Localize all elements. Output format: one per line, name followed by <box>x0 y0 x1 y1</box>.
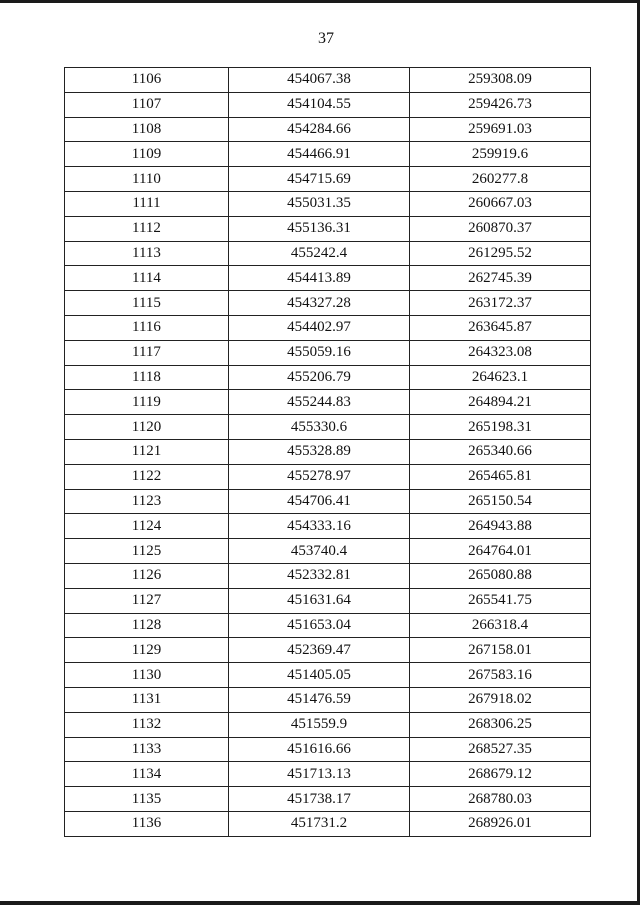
table-row <box>65 216 591 241</box>
y-coordinate-cell: 262745.39 <box>410 266 591 291</box>
x-coordinate-cell: 451738.17 <box>229 787 410 812</box>
point-number-cell: 1113 <box>65 241 229 266</box>
x-coordinate-cell: 452332.81 <box>229 563 410 588</box>
y-coordinate-cell: 264894.21 <box>410 390 591 415</box>
y-coordinate-cell: 260667.03 <box>410 191 591 216</box>
x-coordinate-cell: 455278.97 <box>229 464 410 489</box>
y-coordinate-cell: 259691.03 <box>410 117 591 142</box>
y-coordinate-cell: 264764.01 <box>410 539 591 564</box>
x-coordinate-cell: 454333.16 <box>229 514 410 539</box>
y-coordinate-cell: 264943.88 <box>410 514 591 539</box>
x-coordinate-cell: 455031.35 <box>229 191 410 216</box>
point-number-cell: 1106 <box>65 68 229 93</box>
y-coordinate-cell: 265465.81 <box>410 464 591 489</box>
y-coordinate-cell: 268527.35 <box>410 737 591 762</box>
y-coordinate-cell: 267158.01 <box>410 638 591 663</box>
scan-edge-bottom <box>0 901 640 905</box>
point-number-cell: 1110 <box>65 167 229 192</box>
y-coordinate-cell: 266318.4 <box>410 613 591 638</box>
x-coordinate-cell: 451405.05 <box>229 663 410 688</box>
y-coordinate-cell: 268780.03 <box>410 787 591 812</box>
table-row <box>65 539 591 564</box>
table-row <box>65 762 591 787</box>
table-row <box>65 638 591 663</box>
y-coordinate-cell: 259919.6 <box>410 142 591 167</box>
x-coordinate-cell: 451731.2 <box>229 811 410 836</box>
point-number-cell: 1128 <box>65 613 229 638</box>
table-row <box>65 191 591 216</box>
point-number-cell: 1114 <box>65 266 229 291</box>
x-coordinate-cell: 454327.28 <box>229 291 410 316</box>
coordinates-table <box>64 67 591 837</box>
point-number-cell: 1123 <box>65 489 229 514</box>
table-row <box>65 340 591 365</box>
point-number-cell: 1120 <box>65 415 229 440</box>
table-row <box>65 266 591 291</box>
table-row <box>65 687 591 712</box>
x-coordinate-cell: 455059.16 <box>229 340 410 365</box>
table-row <box>65 315 591 340</box>
x-coordinate-cell: 454715.69 <box>229 167 410 192</box>
y-coordinate-cell: 265198.31 <box>410 415 591 440</box>
point-number-cell: 1126 <box>65 563 229 588</box>
table-row <box>65 514 591 539</box>
y-coordinate-cell: 268926.01 <box>410 811 591 836</box>
y-coordinate-cell: 265080.88 <box>410 563 591 588</box>
coordinates-table-body <box>65 68 591 837</box>
x-coordinate-cell: 453740.4 <box>229 539 410 564</box>
table-row <box>65 365 591 390</box>
point-number-cell: 1108 <box>65 117 229 142</box>
point-number-cell: 1134 <box>65 762 229 787</box>
point-number-cell: 1115 <box>65 291 229 316</box>
table-row <box>65 241 591 266</box>
point-number-cell: 1136 <box>65 811 229 836</box>
x-coordinate-cell: 451653.04 <box>229 613 410 638</box>
point-number-cell: 1132 <box>65 712 229 737</box>
point-number-cell: 1130 <box>65 663 229 688</box>
y-coordinate-cell: 268679.12 <box>410 762 591 787</box>
table-row <box>65 489 591 514</box>
point-number-cell: 1133 <box>65 737 229 762</box>
point-number-cell: 1116 <box>65 315 229 340</box>
point-number-cell: 1118 <box>65 365 229 390</box>
point-number-cell: 1119 <box>65 390 229 415</box>
y-coordinate-cell: 265340.66 <box>410 439 591 464</box>
table-row <box>65 92 591 117</box>
table-row <box>65 811 591 836</box>
scan-edge-top <box>0 0 640 3</box>
point-number-cell: 1127 <box>65 588 229 613</box>
point-number-cell: 1129 <box>65 638 229 663</box>
x-coordinate-cell: 455242.4 <box>229 241 410 266</box>
point-number-cell: 1107 <box>65 92 229 117</box>
table-row <box>65 167 591 192</box>
y-coordinate-cell: 265541.75 <box>410 588 591 613</box>
table-row <box>65 663 591 688</box>
table-row <box>65 563 591 588</box>
table-row <box>65 737 591 762</box>
x-coordinate-cell: 454402.97 <box>229 315 410 340</box>
x-coordinate-cell: 454466.91 <box>229 142 410 167</box>
table-row <box>65 415 591 440</box>
y-coordinate-cell: 264623.1 <box>410 365 591 390</box>
table-row <box>65 390 591 415</box>
table-row <box>65 117 591 142</box>
x-coordinate-cell: 454284.66 <box>229 117 410 142</box>
point-number-cell: 1131 <box>65 687 229 712</box>
x-coordinate-cell: 451616.66 <box>229 737 410 762</box>
x-coordinate-cell: 454067.38 <box>229 68 410 93</box>
y-coordinate-cell: 260870.37 <box>410 216 591 241</box>
table-row <box>65 613 591 638</box>
x-coordinate-cell: 451559.9 <box>229 712 410 737</box>
point-number-cell: 1122 <box>65 464 229 489</box>
x-coordinate-cell: 454104.55 <box>229 92 410 117</box>
point-number-cell: 1109 <box>65 142 229 167</box>
x-coordinate-cell: 454413.89 <box>229 266 410 291</box>
x-coordinate-cell: 455244.83 <box>229 390 410 415</box>
y-coordinate-cell: 267583.16 <box>410 663 591 688</box>
x-coordinate-cell: 454706.41 <box>229 489 410 514</box>
x-coordinate-cell: 455136.31 <box>229 216 410 241</box>
y-coordinate-cell: 265150.54 <box>410 489 591 514</box>
y-coordinate-cell: 264323.08 <box>410 340 591 365</box>
y-coordinate-cell: 263645.87 <box>410 315 591 340</box>
y-coordinate-cell: 259426.73 <box>410 92 591 117</box>
table-row <box>65 68 591 93</box>
x-coordinate-cell: 451476.59 <box>229 687 410 712</box>
table-row <box>65 588 591 613</box>
point-number-cell: 1117 <box>65 340 229 365</box>
point-number-cell: 1112 <box>65 216 229 241</box>
point-number-cell: 1135 <box>65 787 229 812</box>
y-coordinate-cell: 260277.8 <box>410 167 591 192</box>
x-coordinate-cell: 455206.79 <box>229 365 410 390</box>
x-coordinate-cell: 451631.64 <box>229 588 410 613</box>
y-coordinate-cell: 267918.02 <box>410 687 591 712</box>
table-row <box>65 291 591 316</box>
table-row <box>65 439 591 464</box>
page-number: 37 <box>318 30 334 47</box>
table-row <box>65 787 591 812</box>
x-coordinate-cell: 455330.6 <box>229 415 410 440</box>
point-number-cell: 1121 <box>65 439 229 464</box>
table-row <box>65 712 591 737</box>
point-number-cell: 1125 <box>65 539 229 564</box>
x-coordinate-cell: 455328.89 <box>229 439 410 464</box>
x-coordinate-cell: 451713.13 <box>229 762 410 787</box>
point-number-cell: 1111 <box>65 191 229 216</box>
point-number-cell: 1124 <box>65 514 229 539</box>
y-coordinate-cell: 261295.52 <box>410 241 591 266</box>
x-coordinate-cell: 452369.47 <box>229 638 410 663</box>
y-coordinate-cell: 268306.25 <box>410 712 591 737</box>
y-coordinate-cell: 259308.09 <box>410 68 591 93</box>
table-row <box>65 464 591 489</box>
table-row <box>65 142 591 167</box>
y-coordinate-cell: 263172.37 <box>410 291 591 316</box>
